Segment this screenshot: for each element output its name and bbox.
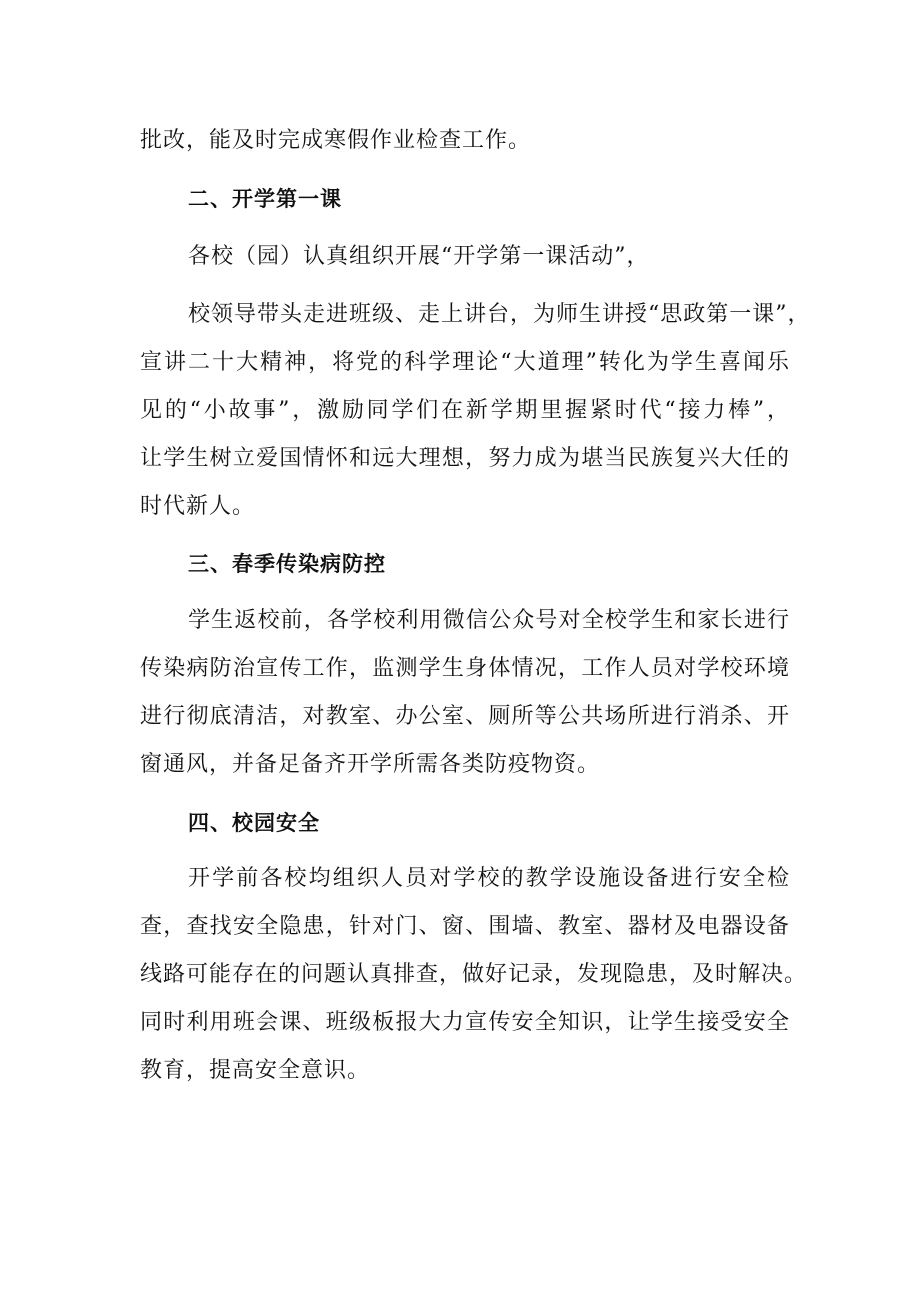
paragraph-line: 传染病防治宣传工作，监测学生身体情况，工作人员对学校环境 (140, 656, 790, 681)
paragraph-line: 线路可能存在的问题认真排查，做好记录，发现隐患，及时解决。 (140, 962, 808, 987)
paragraph-line: 学生返校前，各学校利用微信公众号对全校学生和家长进行 (188, 608, 790, 633)
paragraph-line: 各校（园）认真组织开展“开学第一课活动”， (188, 244, 650, 269)
paragraph-line: 时代新人。 (140, 494, 256, 519)
paragraph-line: 同时利用班会课、班级板报大力宣传安全知识，让学生接受安全 (140, 1010, 790, 1035)
paragraph-line: 教育，提高安全意识。 (140, 1058, 371, 1083)
section-heading: 二、开学第一课 (188, 187, 342, 211)
paragraph-line: 批改，能及时完成寒假作业检查工作。 (140, 128, 532, 153)
paragraph-line: 校领导带头走进班级、走上讲台，为师生讲授“思政第一课”， (188, 302, 811, 327)
section-heading: 四、校园安全 (188, 811, 320, 835)
paragraph-line: 窗通风，并备足备齐开学所需各类防疫物资。 (140, 752, 601, 777)
paragraph-line: 宣讲二十大精神，将党的科学理论“大道理”转化为学生喜闻乐 (140, 350, 790, 375)
paragraph-line: 让学生树立爱国情怀和远大理想，努力成为堪当民族复兴大任的 (140, 446, 790, 471)
paragraph-line: 见的“小故事”，激励同学们在新学期里握紧时代“接力棒”， (140, 398, 790, 423)
paragraph-line: 查，查找安全隐患，针对门、窗、围墙、教室、器材及电器设备 (140, 914, 790, 939)
paragraph-line: 开学前各校均组织人员对学校的教学设施设备进行安全检 (188, 866, 790, 891)
paragraph-line: 进行彻底清洁，对教室、办公室、厕所等公共场所进行消杀、开 (140, 704, 790, 729)
section-heading: 三、春季传染病防控 (188, 552, 386, 576)
